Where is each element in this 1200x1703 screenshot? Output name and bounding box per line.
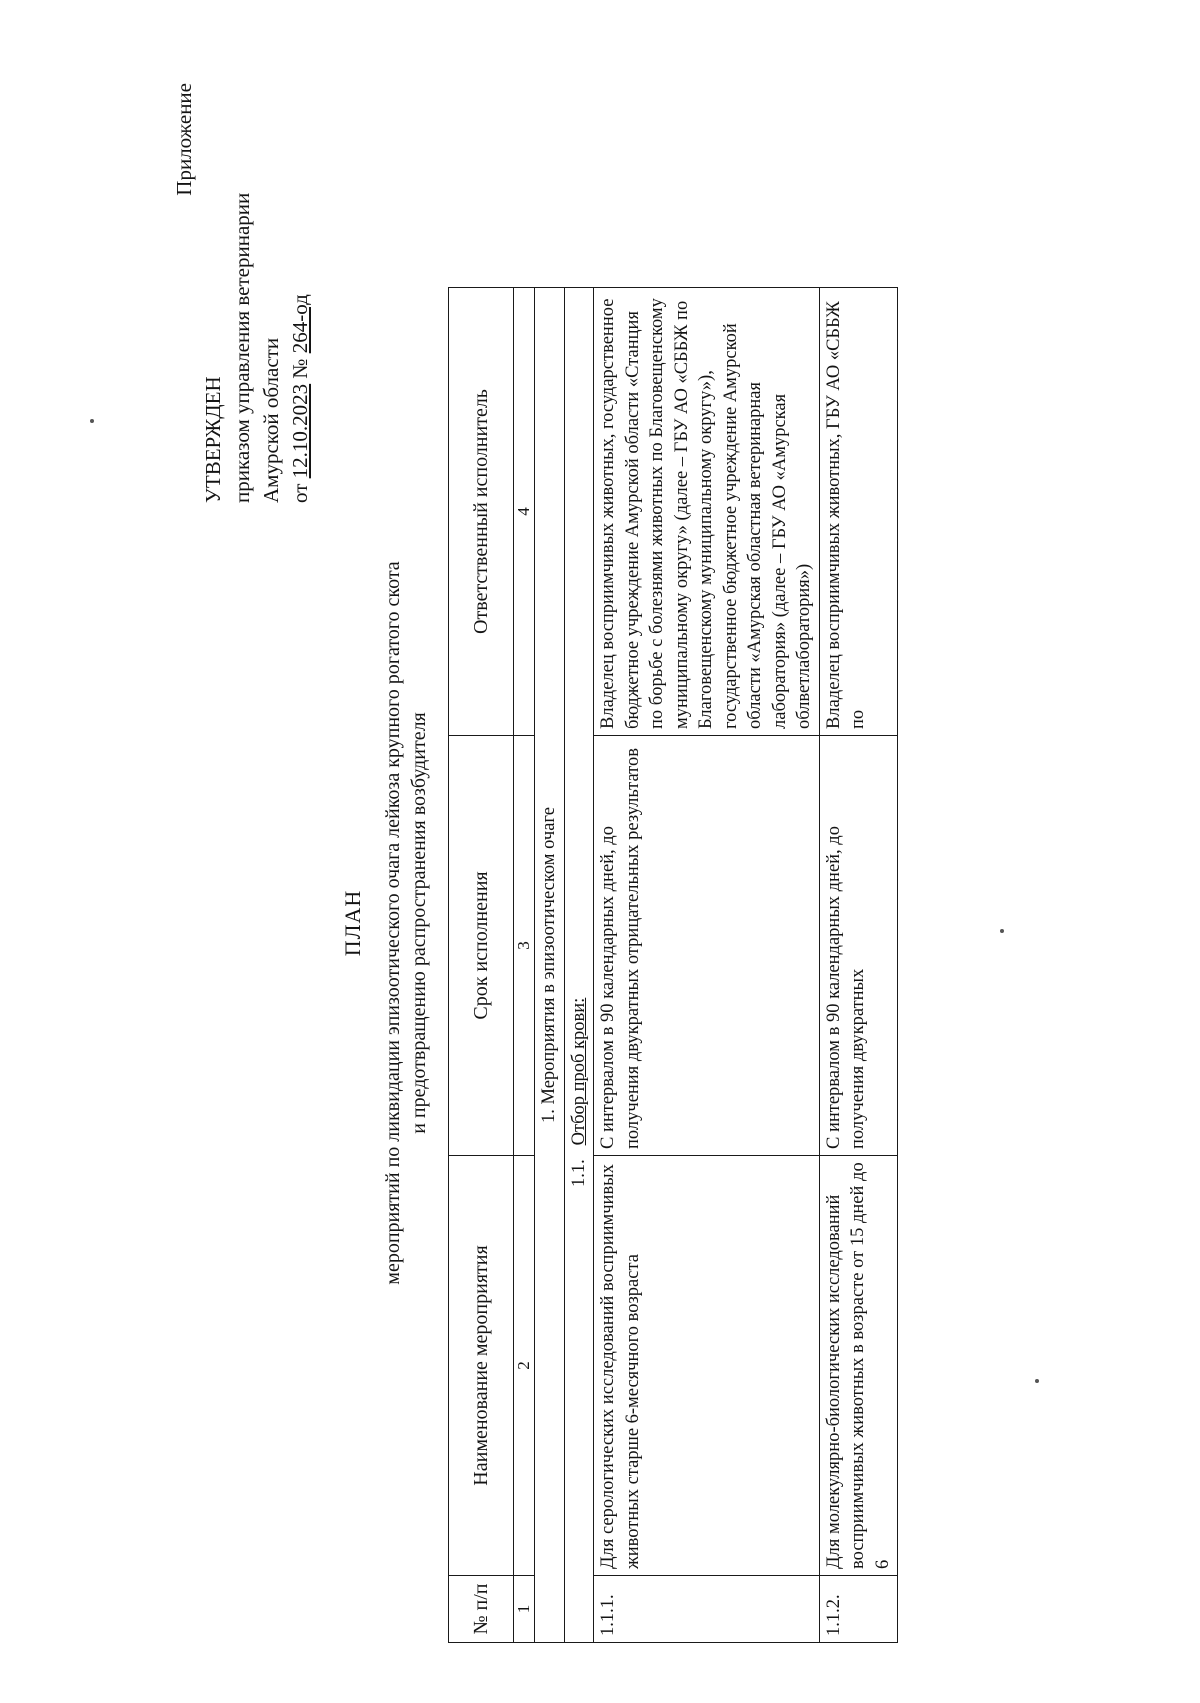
- header-name: Наименование мероприятия: [449, 1156, 514, 1576]
- scan-speck: [1000, 929, 1004, 933]
- column-numbers-row: [514, 288, 535, 1643]
- approval-region-line: Амурской области: [259, 337, 283, 503]
- header-term: Срок исполнения: [449, 736, 514, 1156]
- row-number: 1.1.1.: [594, 1576, 820, 1643]
- column-number: 3: [514, 736, 535, 1156]
- approval-date-line: [286, 83, 315, 503]
- row-name: Для молекулярно-биологических исследований восприимчивых животных в возрасте от 15 дней до 6: [819, 1156, 898, 1576]
- column-number: 4: [514, 288, 535, 736]
- approved-label: УТВЕРЖДЕН: [201, 376, 225, 503]
- row-responsible: Владелец восприимчивых животных, ГБУ АО «СББЖ по: [819, 288, 898, 736]
- table-row: [594, 288, 820, 1643]
- row-name: Для серологических исследований восприимчивых животных старше 6-месячного возраста: [594, 1156, 820, 1576]
- header-resp: Ответственный исполнитель: [449, 288, 514, 736]
- approval-block: [170, 83, 315, 503]
- row-number: 1.1.2.: [819, 1576, 898, 1643]
- document-subtitle: [380, 293, 432, 1553]
- document-title: ПЛАН: [340, 889, 365, 957]
- subtitle-line-2: и предотвращению распространения возбудителя: [408, 712, 430, 1134]
- approval-date: 12.10.2023: [288, 383, 312, 479]
- row-responsible: Владелец восприимчивых животных, государственное бюджетное учреждение Амурской области «Станция по борьбе с болезнями животных по Благовещенскому муниципальному округу» (далее – ГБУ АО «СББЖ по Благовещенскому муниципальному округу»), государственное бюджетное учреждение Амурской области «Амурская областная ветеринарная лаборатория» (далее – ГБУ АО «Амурская облветлаборатория»): [594, 288, 820, 736]
- table-row: [819, 288, 898, 1643]
- subsection-cell: [564, 288, 594, 1643]
- approval-order-line: приказом управления ветеринарии: [230, 192, 254, 503]
- row-term: С интервалом в 90 календарных дней, до получения двукратных: [819, 736, 898, 1156]
- appendix-label: Приложение: [172, 83, 196, 196]
- subsection-row: [564, 288, 594, 1643]
- plan-table: [448, 287, 898, 1643]
- section-row: [535, 288, 565, 1643]
- scan-speck: [90, 419, 94, 423]
- scan-speck: [1035, 1379, 1039, 1383]
- row-term: С интервалом в 90 календарных дней, до получения двукратных отрицательных результатов: [594, 736, 820, 1156]
- subsection-label: Отбор проб крови:: [568, 997, 589, 1146]
- column-number: 1: [514, 1576, 535, 1643]
- number-prefix: №: [288, 353, 312, 384]
- column-number: 2: [514, 1156, 535, 1576]
- section-title: 1. Мероприятия в эпизоотическом очаге: [535, 288, 565, 1643]
- subtitle-line-1: мероприятий по ликвидации эпизоотического очага лейкоза крупного рогатого скота: [382, 561, 404, 1285]
- date-prefix: от: [288, 478, 312, 503]
- header-num: № п/п: [449, 1576, 514, 1643]
- subsection-number: 1.1.: [568, 1159, 589, 1187]
- table-header-row: [449, 288, 514, 1643]
- approval-number: 264-од: [288, 294, 312, 354]
